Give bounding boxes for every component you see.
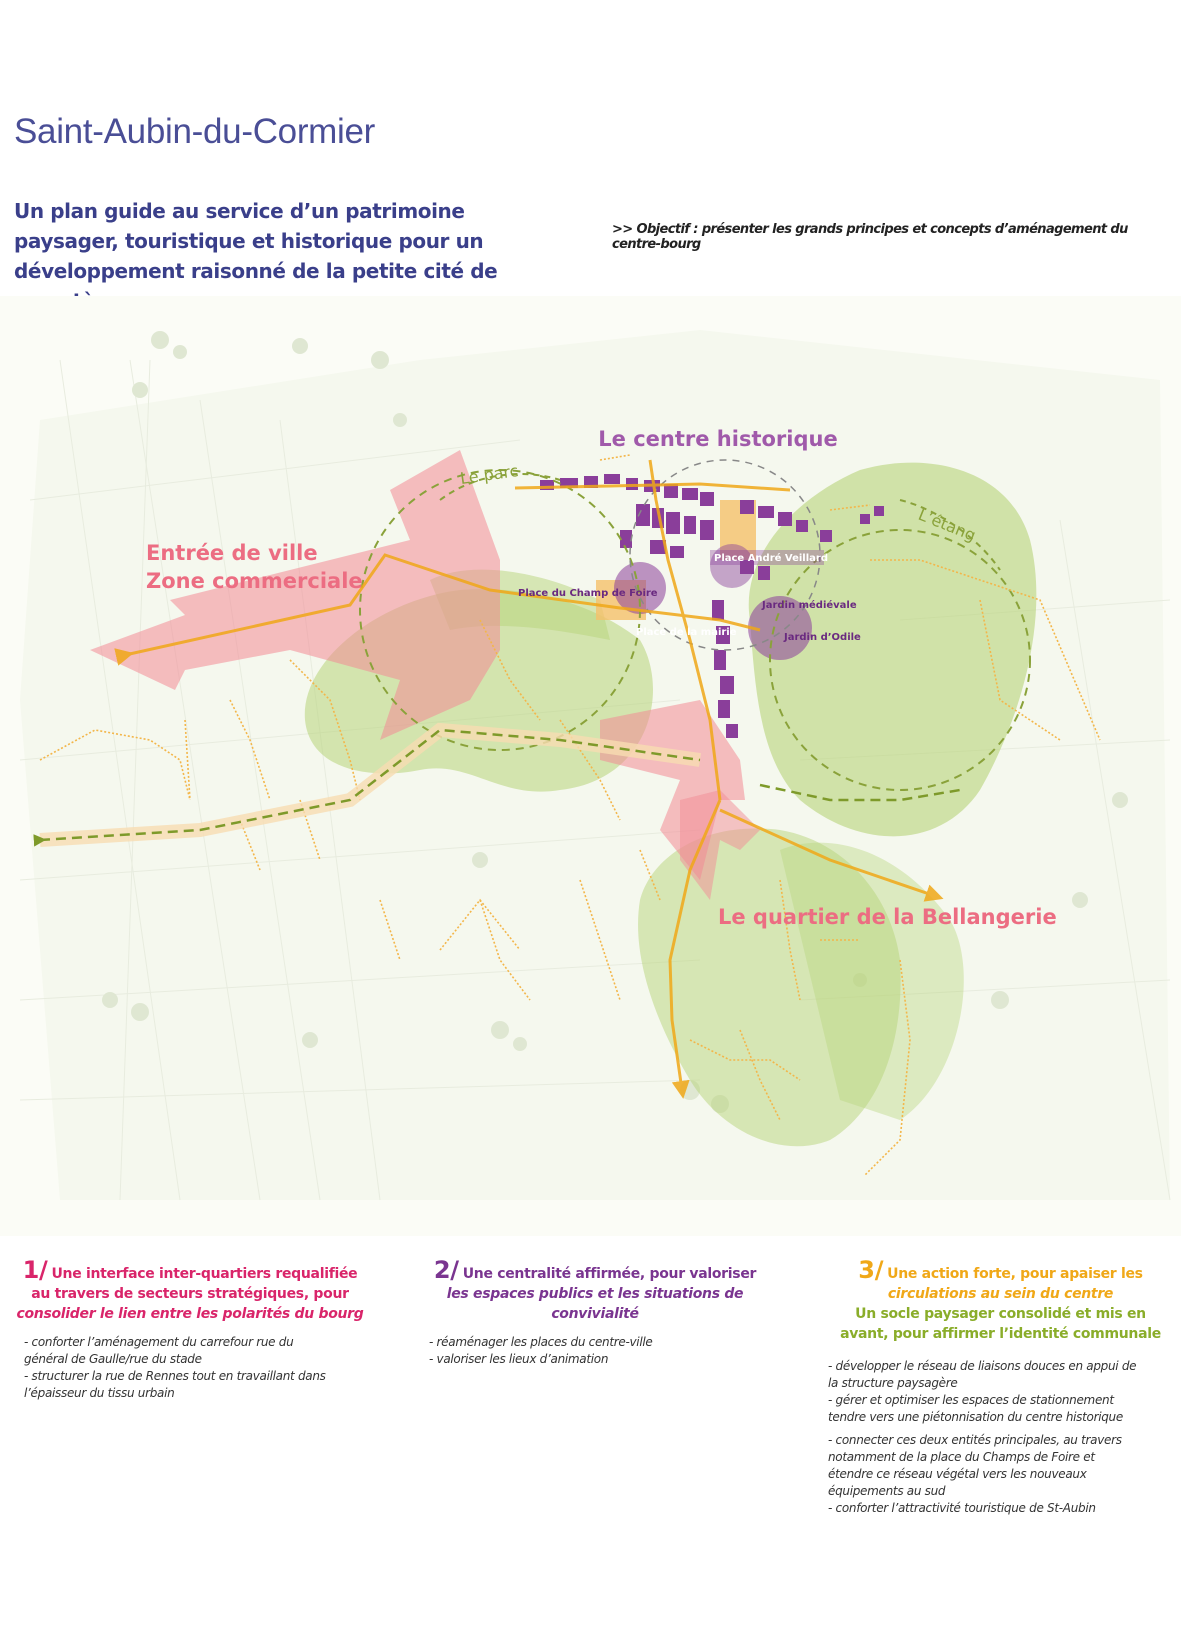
list-item: général de Gaulle/rue du stade [24,1352,202,1366]
label-entree-ville: Entrée de ville [146,541,318,565]
legend-section-3 [828,1256,1173,1517]
subtitle-line: paysager, touristique et historique pour un [14,229,484,253]
label-bellangerie: Le quartier de la Bellangerie [718,905,1057,929]
list-item: - conforter l’attractivité touristique de St-Aubin [828,1501,1096,1515]
list-item: notamment de la place du Champs de Foire et [828,1450,1095,1464]
subtitle-line: développement raisonné de la petite cité de [14,259,498,283]
list-item: équipements au sud [828,1484,946,1498]
subtitle-line: Un plan guide au service d’un patrimoine [14,199,465,223]
legend-number-2: 2/ [433,1256,459,1284]
list-item: - structurer la rue de Rennes tout en travaillant dans [24,1369,326,1383]
legend-number-1: 1/ [22,1256,48,1284]
list-item: étendre ce réseau végétal vers les nouveaux [828,1467,1087,1481]
list-item: - conforter l’aménagement du carrefour rue du [24,1335,294,1349]
list-item: - réaménager les places du centre-ville [429,1335,653,1349]
label-l-etang: L’étang [915,504,979,545]
page-title: Saint-Aubin-du-Cormier [14,112,376,151]
label-le-parc: Le parc [458,461,520,489]
legend-list-3 [828,1358,1173,1517]
list-item: - connecter ces deux entités principales, au travers [828,1433,1122,1447]
master-plan-map [0,296,1181,1236]
label-place-champ: Place du Champ de Foire [518,588,658,599]
label-jardin-odile: Jardin d’Odile [784,632,861,643]
list-item: la structure paysagère [828,1376,958,1390]
legend-section-2 [425,1256,765,1368]
legend-section-1 [10,1256,370,1402]
label-zone-commerciale: Zone commerciale [146,569,363,593]
list-item: - gérer et optimiser les espaces de stationnement [828,1393,1114,1407]
list-item: - développer le réseau de liaisons douces en appui de [828,1359,1137,1373]
legend-list-2 [429,1334,765,1368]
list-item: - valoriser les lieux d’animation [429,1352,609,1366]
legend-title-1: 1/ Une interface inter-quartiers requalifiée au travers de secteurs stratégiques, pour consolider le lien entre les polarités du bourg [16,1256,364,1322]
list-item: l’épaisseur du tissu urbain [24,1386,175,1400]
legend-title-3: 3/ Une action forte, pour apaiser les circulations au sein du centre Un socle paysager consolidé et mis en avant, pour affirmer l’identité communale [840,1256,1161,1342]
label-place-mairie: Place de la mairie [636,627,737,638]
legend-number-3: 3/ [858,1256,884,1284]
legend-list-1 [24,1334,370,1402]
label-jardin-medievale: Jardin médiévale [762,600,857,611]
legend-title-2: 2/ Une centralité affirmée, pour valoriser les espaces publics et les situations de convivialité [433,1256,757,1322]
list-item: tendre vers une piétonnisation du centre historique [828,1410,1123,1424]
objective-text: >> Objectif : présenter les grands principes et concepts d’aménagement du centre-bourg [612,222,1128,252]
label-centre-historique: Le centre historique [598,427,838,451]
label-place-andre: Place André Veillard [714,553,829,564]
